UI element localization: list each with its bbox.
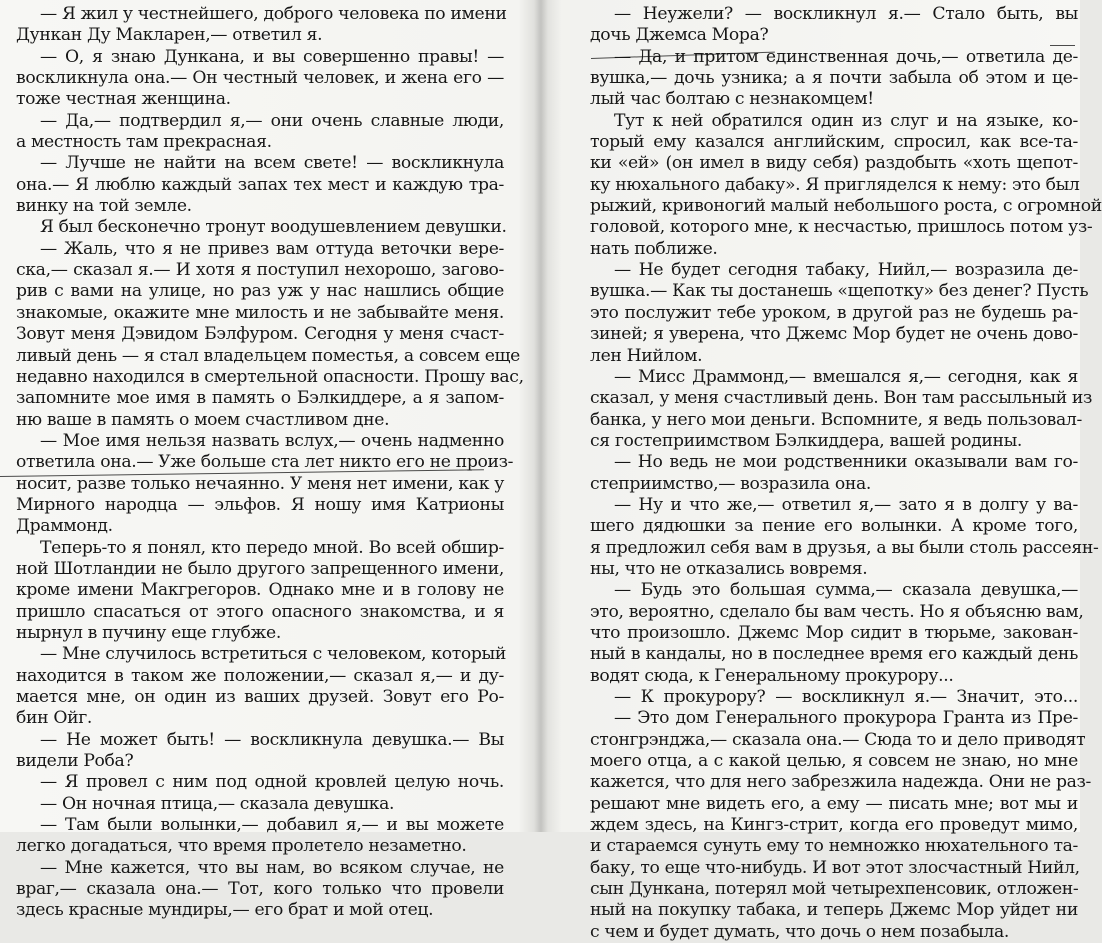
page-gutter — [534, 0, 548, 832]
text-line: — Мое имя нельзя назвать вслух,— очень надменно — [40, 430, 504, 451]
text-line: — Я жил у честнейшего, доброго человека по имени — [40, 4, 507, 24]
text-line: — Не может быть! — воскликнула девушка.— Вы — [40, 729, 504, 750]
text-line: Теперь-то я понял, кто передо мной. Во всей обшир- — [40, 537, 504, 558]
text-line: дочь Джемса Мора? — [590, 25, 769, 46]
text-line: ска,— сказал я.— И хотя я поступил нехорошо, загово- — [16, 260, 504, 281]
text-line: мается мне, он один из ваших друзей. Зовут его Ро- — [16, 687, 504, 707]
text-line: тоже честная женщина. — [16, 89, 231, 110]
text-line: ки «ей» (он имел в виду себя) раздобыть «хоть щепот- — [590, 153, 1078, 174]
text-line: легко догадаться, что время пролетело незаметно. — [16, 836, 467, 857]
text-line: ный на покупку табака, и теперь Джемс Мор уйдет ни — [590, 900, 1078, 921]
text-line: — Да, и притом единственная дочь,— ответила де- — [614, 46, 1078, 67]
text-line: водят сюда, к Генеральному прокурору... — [590, 665, 954, 686]
text-line: нать поближе. — [590, 238, 718, 259]
text-line: сказал, у меня счастливый день. Вон там рассыльный из — [590, 388, 1093, 409]
text-line: недавно находился в смертельной опасности. Прошу вас, — [16, 366, 524, 387]
text-line: кроме имени Макгрегоров. Однако мне и в голову не — [16, 580, 504, 601]
text-line: это, вероятно, сделало бы вам честь. Но я объясню вам, — [590, 601, 1084, 622]
text-line: воскликнула она.— Он честный человек, и жена его — — [16, 68, 504, 89]
text-line: враг,— сказала она.— Тот, кого только что провели — [16, 879, 504, 900]
text-line: банка, у него мои деньги. Вспомните, я ведь пользовал- — [590, 409, 1082, 430]
text-line: видели Роба? — [16, 751, 134, 772]
text-line: — Мисс Драммонд,— вмешался я,— сегодня, как я — [614, 366, 1078, 387]
text-line: это послужит тебе уроком, в другой раз не будешь ра- — [590, 302, 1078, 323]
text-line: ны, что не отказались вовремя. — [590, 558, 868, 579]
text-line: — Мне кажется, что вы нам, во всяком случае, не — [40, 857, 504, 878]
text-line: — Да,— подтвердил я,— они очень славные люди, — [40, 110, 504, 131]
text-line: — Жаль, что я не привез вам оттуда веточки вере- — [40, 238, 504, 259]
text-line: — К прокурору? — воскликнул я.— Значит, это... — [614, 687, 1078, 707]
text-line: Зовут меня Дэвидом Бэлфуром. Сегодня у меня счаст- — [16, 324, 504, 345]
text-line: — Будь это большая сумма,— сказала девушка,— — [614, 580, 1078, 601]
text-line: сын Дункана, потерял мой четырехпенсовик, отложен- — [590, 879, 1079, 900]
text-line: и стараемся сунуть ему то немножко нюхательного та- — [590, 836, 1078, 857]
text-line: — Это дом Генерального прокурора Гранта из Пре- — [614, 708, 1078, 729]
text-line: моего отца, а с какой целью, я совсем не знаю, но мне — [590, 751, 1078, 772]
text-line: пришло спасаться от этого опасного знакомства, и я — [16, 601, 504, 622]
text-line: кажется, что для него забрезжила надежда. Они не раз- — [590, 772, 1092, 793]
text-line: Дункан Ду Макларен,— ответил я. — [16, 25, 323, 46]
text-line: — Не будет сегодня табаку, Нийл,— возразила де- — [614, 260, 1078, 281]
text-line: Тут к ней обратился один из слуг и на языке, ко- — [614, 110, 1078, 131]
text-line: — Там были волынки,— добавил я,— и вы можете — [40, 815, 504, 836]
right-page — [590, 4, 1102, 943]
text-line: Я был бесконечно тронут воодушевлением девушки. — [40, 217, 507, 238]
text-line: Драммонд. — [16, 516, 113, 537]
text-line: что произошло. Джемс Мор сидит в тюрьме, закован- — [590, 622, 1078, 643]
text-line: ждем здесь, на Кингз-стрит, когда его проведут мимо, — [590, 815, 1078, 836]
text-line: — Но ведь не мои родственники оказывали вам го- — [614, 452, 1078, 473]
text-line: нырнул в пучину еще глубже. — [16, 622, 281, 643]
text-line: лен Нийлом. — [590, 345, 703, 366]
left-page — [16, 4, 524, 922]
text-line: с чем и будет думать, что дочь о нем позабыла. — [590, 921, 1009, 942]
text-line: шего дядюшки за пение его волынки. А кроме того, — [590, 516, 1078, 537]
text-line: ку нюхального дабаку». Я пригляделся к нему: это был — [590, 174, 1080, 195]
text-line: — О, я знаю Дункана, и вы совершенно правы! — — [40, 46, 504, 67]
text-line: зиней; я уверена, что Джемс Мор будет не очень дово- — [590, 324, 1078, 345]
text-line: находится в таком же положении,— сказал я,— и ду- — [16, 665, 504, 686]
text-line: здесь красные мундиры,— его брат и мой отец. — [16, 900, 434, 921]
text-line: — Мне случилось встретиться с человеком, который — [40, 644, 506, 665]
text-line: рив с вами на улице, но раз уж у нас нашлись общие — [16, 281, 504, 302]
text-line: запомните мое имя в память о Бэлкиддере, а я запом- — [16, 388, 504, 409]
text-line: я предложил себя вам в друзья, а вы были столь рассеян- — [590, 537, 1099, 558]
text-line: бин Ойг. — [16, 708, 92, 729]
text-line: решают мне видеть его, а ему — писать мне; вот мы и — [590, 793, 1078, 814]
text-line: лый час болтаю с незнакомцем! — [590, 89, 874, 110]
text-line: рыжий, кривоногий малый небольшого роста, с огромной — [590, 196, 1102, 217]
text-line: ной Шотландии не было другого запрещенного имени, — [16, 558, 504, 579]
text-line: стонгрэнджа,— сказала она.— Сюда то и дело приводят — [590, 729, 1086, 750]
text-line: — Неужели? — воскликнул я.— Стало быть, вы — [614, 4, 1078, 24]
text-line: — Я провел с ним под одной кровлей целую ночь. — [40, 772, 504, 793]
text-line: Мирного народца — эльфов. Я ношу имя Катрионы — [16, 494, 504, 515]
text-line: торый ему казался английским, спросил, как все-та- — [590, 132, 1078, 153]
text-line: вушка,— дочь узника; а я почти забыла об этом и це- — [590, 68, 1078, 89]
text-line: носит, разве только нечаянно. У меня нет имени, как у — [16, 473, 504, 494]
text-line: ливый день — я стал владельцем поместья, а совсем еще — [16, 345, 521, 366]
text-line: вушка.— Как ты достанешь «щепотку» без денег? Пусть — [590, 281, 1089, 302]
text-line: она.— Я люблю каждый запах тех мест и каждую тра- — [16, 174, 504, 195]
text-line: баку, то еще что-нибудь. И вот этот злосчастный Нийл, — [590, 857, 1080, 878]
text-line: степриимство,— возразила она. — [590, 473, 871, 494]
text-line: — Он ночная птица,— сказала девушка. — [40, 793, 395, 814]
text-line: ответила она.— Уже больше ста лет никто его не произ- — [16, 452, 514, 473]
text-line: знакомые, окажите мне милость и не забывайте меня. — [16, 302, 504, 323]
text-line: ный в кандалы, но в последнее время его каждый день — [590, 644, 1078, 665]
text-line: головой, которого мне, к несчастью, пришлось потом уз- — [590, 217, 1093, 238]
text-line: — Ну и что же,— ответил я,— зато я в долгу у ва- — [614, 494, 1078, 515]
text-line: винку на той земле. — [16, 196, 192, 217]
text-line: ся гостеприимством Бэлкиддера, вашей родины. — [590, 430, 1023, 451]
text-line: — Лучше не найти на всем свете! — воскликнула — [40, 153, 504, 174]
text-line: ню ваше в память о моем счастливом дне. — [16, 409, 390, 430]
text-line: а местность там прекрасная. — [16, 132, 272, 153]
